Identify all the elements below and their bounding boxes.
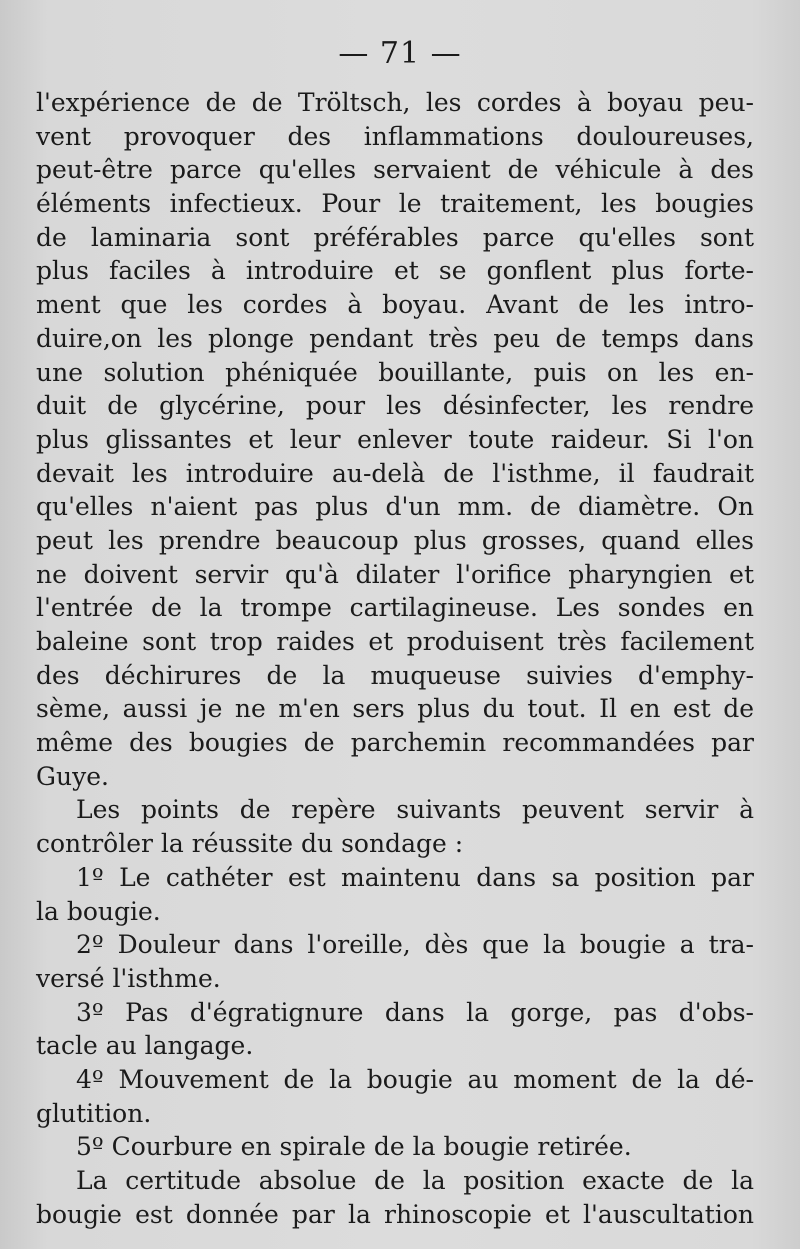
text-line: vent provoquer des inflammations douloureuses, xyxy=(36,121,754,151)
text-line: Les points de repère suivants peuvent servir à xyxy=(76,795,754,825)
text-line: bougie est donnée par la rhinoscopie et l'auscultation xyxy=(36,1199,754,1229)
text-line: ment que les cordes à boyau. Avant de les intro- xyxy=(36,290,754,320)
text-line: plus faciles à introduire et se gonflent plus forte- xyxy=(36,256,754,286)
text-line: 4º Mouvement de la bougie au moment de la dé- xyxy=(76,1064,754,1094)
text-line: tacle au langage. xyxy=(36,1031,254,1061)
text-line: une solution phéniquée bouillante, puis on les en- xyxy=(36,357,754,387)
text-line: 1º Le cathéter est maintenu dans sa position par xyxy=(76,862,754,892)
text-line: éléments infectieux. Pour le traitement, les bougies xyxy=(36,189,754,219)
text-line: la bougie. xyxy=(36,896,161,926)
text-line: versé l'isthme. xyxy=(36,963,221,993)
text-line: glutition. xyxy=(36,1098,152,1128)
body-text xyxy=(36,86,754,1231)
text-line: des déchirures de la muqueuse suivies d'emphy- xyxy=(36,660,754,690)
text-line: duit de glycérine, pour les désinfecter, les rendre xyxy=(36,391,754,421)
text-line: ne doivent servir qu'à dilater l'orifice pharyngien et xyxy=(36,559,754,589)
text-line: de laminaria sont préférables parce qu'elles sont xyxy=(36,222,754,252)
text-line: qu'elles n'aient pas plus d'un mm. de diamètre. On xyxy=(36,492,754,522)
page-number: — 71 — xyxy=(338,36,462,71)
text-line: La certitude absolue de la position exacte de la xyxy=(76,1166,754,1195)
text-line: l'entrée de la trompe cartilagineuse. Les sondes en xyxy=(36,593,754,623)
text-line: 3º Pas d'égratignure dans la gorge, pas d'obs- xyxy=(76,997,754,1027)
text-line: l'expérience de de Tröltsch, les cordes à boyau peu- xyxy=(36,88,754,117)
text-line: contrôler la réussite du sondage : xyxy=(36,829,464,859)
text-line: 2º Douleur dans l'oreille, dès que la bougie a tra- xyxy=(76,930,754,960)
text-line: plus glissantes et leur enlever toute raideur. Si l'on xyxy=(36,424,754,454)
text-line: peut les prendre beaucoup plus grosses, quand elles xyxy=(36,525,754,555)
text-line: 5º Courbure en spirale de la bougie retirée. xyxy=(76,1132,632,1162)
text-line: devait les introduire au-delà de l'isthme, il faudrait xyxy=(36,458,754,488)
text-line: peut-être parce qu'elles servaient de véhicule à des xyxy=(36,155,754,185)
text-line: baleine sont trop raides et produisent très facilement xyxy=(36,627,754,656)
text-line: Guye. xyxy=(36,761,109,791)
text-line: sème, aussi je ne m'en sers plus du tout. Il en est de xyxy=(36,694,754,724)
text-line: même des bougies de parchemin recommandées par xyxy=(36,728,754,758)
text-line: duire,on les plonge pendant très peu de temps dans xyxy=(36,323,754,353)
